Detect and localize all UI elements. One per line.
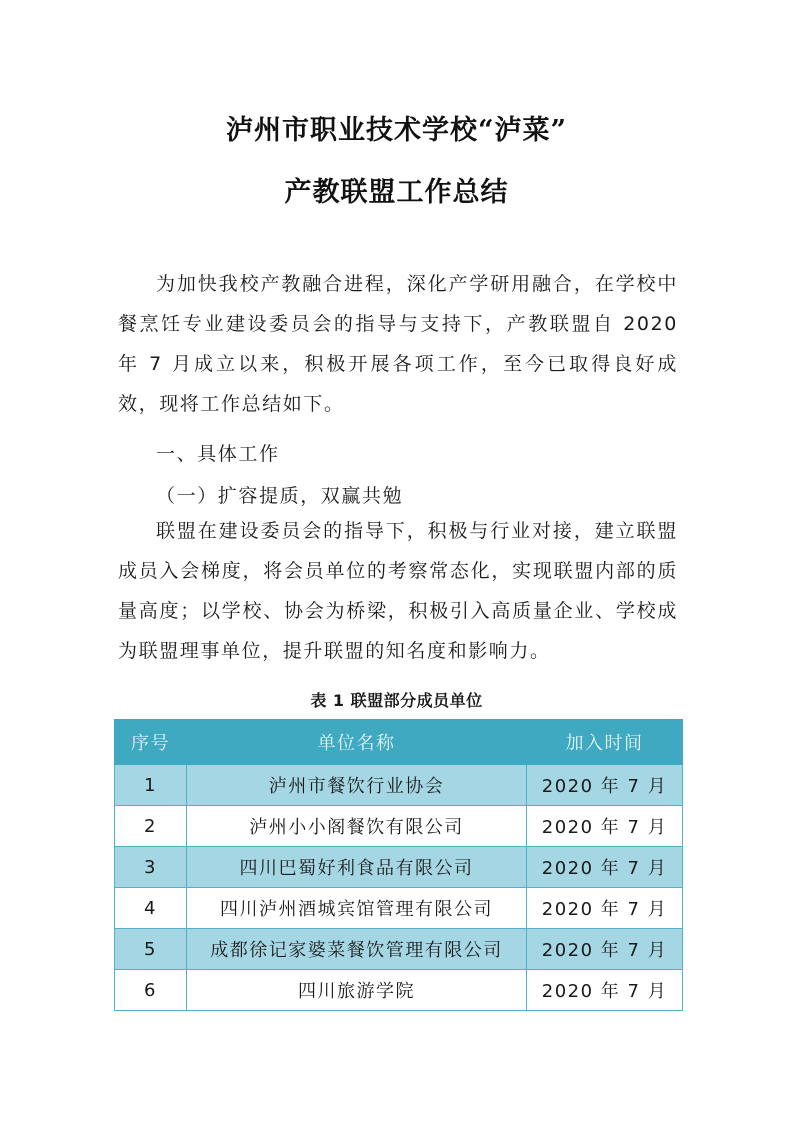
intro-paragraph: 为加快我校产教融合进程，深化产学研用融合，在学校中餐烹饪专业建设委员会的指导与支持下，产教联盟自 2020 年 7 月成立以来，积极开展各项工作，至今已取得良好成效，现将工作总结如下。	[118, 273, 678, 415]
table-row	[115, 970, 683, 1011]
row-join-date: 2020 年 7 月	[527, 765, 683, 806]
table-row	[115, 929, 683, 970]
row-join-date: 2020 年 7 月	[527, 806, 683, 847]
member-units-table	[114, 719, 683, 1011]
document-title-line2: 产教联盟工作总结	[284, 177, 509, 208]
row-index: 6	[115, 970, 187, 1011]
table-row	[115, 765, 683, 806]
row-index: 4	[115, 888, 187, 929]
row-unit-name: 泸州市餐饮行业协会	[187, 765, 527, 806]
table-row	[115, 847, 683, 888]
row-index: 2	[115, 806, 187, 847]
row-unit-name: 四川巴蜀好利食品有限公司	[187, 847, 527, 888]
row-index: 5	[115, 929, 187, 970]
table-caption: 表 1 联盟部分成员单位	[310, 691, 483, 710]
row-join-date: 2020 年 7 月	[527, 970, 683, 1011]
section-heading: 一、具体工作	[156, 443, 280, 465]
table-row	[115, 806, 683, 847]
document-title-line1: 泸州市职业技术学校“泸菜”	[225, 115, 568, 146]
row-unit-name: 泸州小小阁餐饮有限公司	[187, 806, 527, 847]
body-paragraph: 联盟在建设委员会的指导下，积极与行业对接，建立联盟成员入会梯度，将会员单位的考察常态化，实现联盟内部的质量高度；以学校、协会为桥梁，积极引入高质量企业、学校成为联盟理事单位，提升联盟的知名度和影响力。	[118, 520, 678, 662]
header-join-date: 加入时间	[527, 720, 683, 765]
header-index: 序号	[115, 720, 187, 765]
row-unit-name: 四川泸州酒城宾馆管理有限公司	[187, 888, 527, 929]
row-unit-name: 成都徐记家婆菜餐饮管理有限公司	[187, 929, 527, 970]
table-row	[115, 888, 683, 929]
row-index: 1	[115, 765, 187, 806]
header-unit-name: 单位名称	[187, 720, 527, 765]
row-unit-name: 四川旅游学院	[187, 970, 527, 1011]
table-header-row	[115, 720, 683, 765]
row-join-date: 2020 年 7 月	[527, 888, 683, 929]
row-join-date: 2020 年 7 月	[527, 847, 683, 888]
subsection-heading: （一）扩容提质，双赢共勉	[156, 485, 404, 507]
row-index: 3	[115, 847, 187, 888]
row-join-date: 2020 年 7 月	[527, 929, 683, 970]
